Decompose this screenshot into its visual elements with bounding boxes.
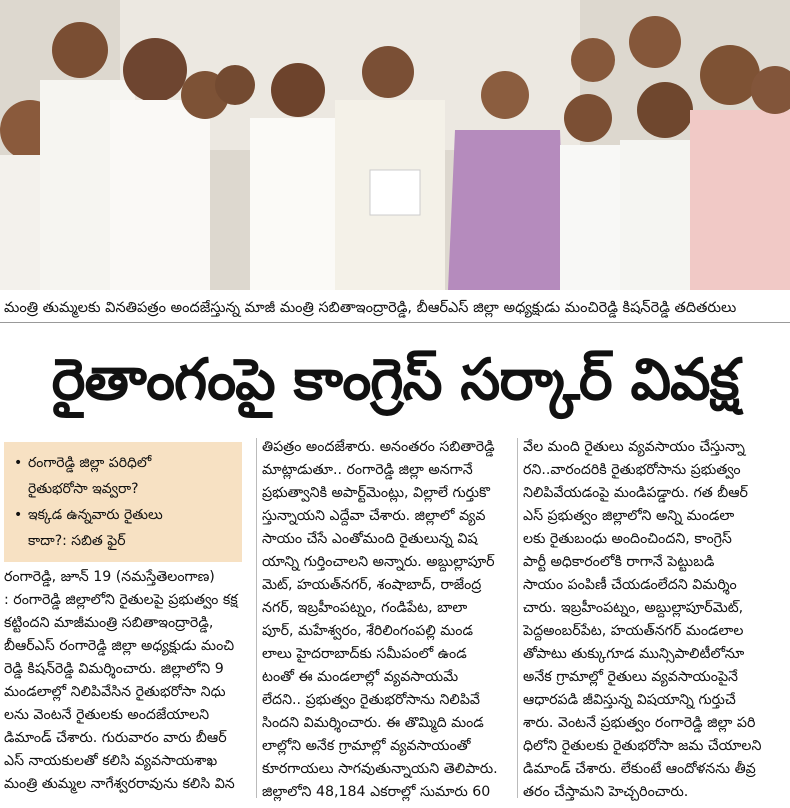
news-photo	[0, 0, 790, 290]
column-divider	[517, 438, 518, 798]
article-column-1: రంగారెడ్డి, జూన్ 19 (నమస్తేతెలంగాణ) : రంగారెడ్డి జిల్లాలోని రైతులపై ప్రభుత్వం కక్ష కట్టిందని మాజీమంత్రి సబితాఇంద్రారెడ్డి, బీఆర్ఎస్ రంగారెడ్డి జిల్లా అధ్యక్షుడు మంచి రెడ్డి కిషన్‌రెడ్డి విమర్శించారు. జిల్లాలోని 9 మండలాల్లో నిలిపివేసిన రైతుభరోసా నిధు లను వెంటనే రైతులకు అందజేయాలని డిమాండ్ చేశారు. గురువారం వారు బీఆర్ ఎస్ నాయకులతో కలిసి వ్యవసాయశాఖ మంత్రి తుమ్మల నాగేశ్వరరావును కలిసి విన	[4, 569, 238, 792]
bullet-icon: •	[14, 507, 23, 523]
headline: రైతాంగంపై కాంగ్రెస్ సర్కార్ వివక్ష	[51, 347, 739, 413]
photo-caption: మంత్రి తుమ్మలకు వినతిపత్రం అందజేస్తున్న మాజీ మంత్రి సబితాఇంద్రారెడ్డి, బీఆర్ఎస్ జిల్లా అధ్యక్షుడు మంచిరెడ్డి కిషన్‌రెడ్డి తదితరులు	[0, 293, 790, 323]
highlight-box	[4, 442, 242, 562]
article-column-3: వేల మంది రైతులు వ్యవసాయం చేస్తున్నా రని..వారందరికి రైతుభరోసాను ప్రభుత్వం నిలిపివేయడంపై మండిపడ్డారు. గత బీఆర్ ఎస్ ప్రభుత్వం జిల్లాలోని అన్ని మండలా లకు రైతుబంధు అందించిందని, కాంగ్రెస్ పార్టీ అధికారంలోకి రాగానే పెట్టుబడి సాయం పంపిణీ చేయడంలేదని విమర్శిం చారు. ఇబ్రహీంపట్నం, అబ్దుల్లాపూర్‌మెట్, పెద్దఅంబర్‌పేట, హయత్‌నగర్ మండలాల తోపాటు తుక్కుగూడ మున్సిపాలిటీలోనూ అనేక గ్రామాల్లో రైతులు వ్యవసాయంపైనే ఆధారపడి జీవిస్తున్న విషయాన్ని గుర్తుచే శారు. వెంటనే ప్రభుత్వం రంగారెడ్డి జిల్లా పరి ధిలోని రైతులకు రైతుభరోసా జమ చేయాలని డిమాండ్ చేశారు. లేకుంటే ఆందోళనను తీవ్ర తరం చేస్తామని హెచ్చరించారు.	[523, 439, 762, 800]
bullet-icon: •	[14, 455, 23, 471]
highlight-point: • ఇక్కడ ఉన్నవారు రైతులు కాదా?: సబిత ఫైర్	[14, 502, 234, 554]
article-column-2: తిపత్రం అందజేశారు. అనంతరం సబితారెడ్డి మాట్లాడుతూ.. రంగారెడ్డి జిల్లా అనగానే ప్రభుత్వానికి అపార్ట్‌మెంట్లు, విల్లాలే గుర్తుకొ స్తున్నాయని ఎద్దేవా చేశారు. జిల్లాలో వ్యవ సాయం చేసే ఎంతోమంది రైతులున్న విష యాన్ని గుర్తించాలని అన్నారు. అబ్దుల్లాపూర్ మెట్, హయత్‌నగర్, శంషాబాద్, రాజేంద్ర నగర్, ఇబ్రహీంపట్నం, గండిపేట, బాలా పూర్, మహేశ్వరం, శేరిలింగంపల్లి మండ లాలు హైదరాబాద్‌కు సమీపంలో ఉండ టంతో ఈ మండలాల్లో వ్యవసాయమే లేదని.. ప్రభుత్వం రైతుభరోసాను నిలిపివే సిందని విమర్శించారు. ఈ తొమ్మిది మండ లాల్లోని అనేక గ్రామాల్లో వ్యవసాయంతో కూరగాయలు సాగవుతున్నాయని తెలిపారు. జిల్లాలోని 48,184 ఎకరాల్లో సుమారు 60	[262, 439, 498, 800]
column-divider	[256, 438, 257, 798]
highlight-point: • రంగారెడ్డి జిల్లా పరిధిలో రైతుభరోసా ఇవ్వరా?	[14, 450, 234, 502]
